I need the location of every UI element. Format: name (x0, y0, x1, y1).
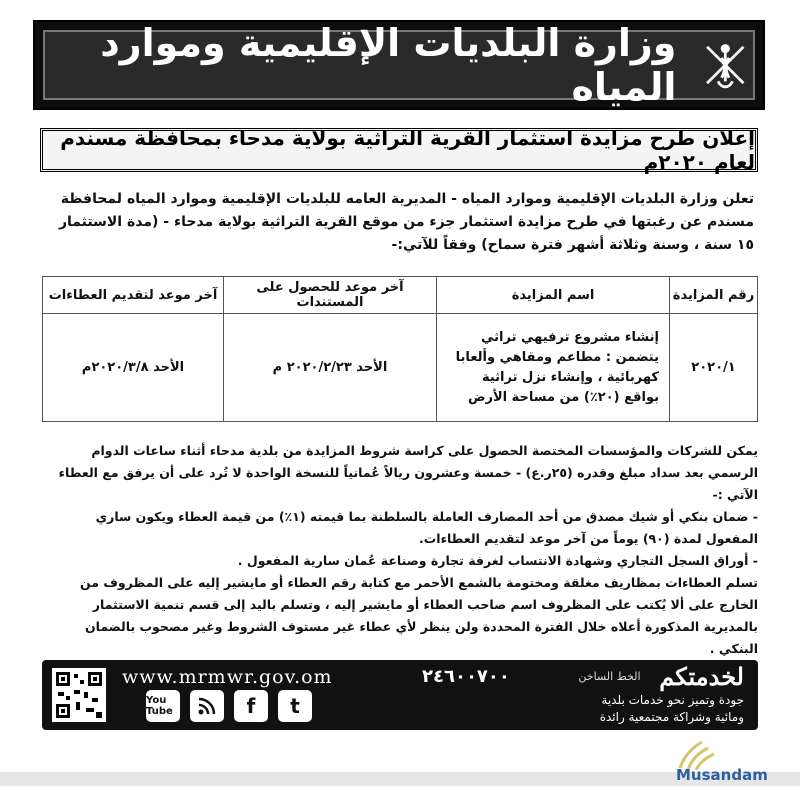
terms-paragraph-submission: تسلم العطاءات بمظاريف مغلقة ومختومة بالشمع الأحمر مع كتابة رقم العطاء أو مايشير إليه على المظروف من الخارج على ألا يُكتب على المظروف اسم صاحب العطاء أو مايشير إليه ، وتسلم باليد إلى قسم تنمية الاستثمار بالمديرية المذكورة أعلاه خلال الفترة المحددة ولن ينظر لأي عطاء غير مستوف الشروط وغير مصحوب بالضمان البنكي . (80, 575, 758, 656)
oman-emblem-icon (698, 35, 753, 95)
cell-docs-deadline: الأحد ٢٠٢٠/٢/٢٣ م (224, 314, 437, 422)
social-icons (146, 690, 312, 724)
rss-icon[interactable] (190, 690, 224, 722)
announcement-title: إعلان طرح مزايدة استثمار القرية التراثية بولاية مدحاء بمحافظة مسندم لعام ٢٠٢٠م (60, 126, 755, 174)
header-auction-name: اسم المزايدة (437, 277, 670, 314)
auction-table (42, 276, 758, 422)
header-auction-number: رقم المزايدة (670, 277, 758, 314)
table-header-row (43, 277, 758, 314)
cell-auction-name: إنشاء مشروع ترفيهي تراثي يتضمن : مطاعم ومقاهي وألعابا كهربائية ، وإنشاء نزل تراثية بواقع (٢٠٪) من مساحة الأرض (437, 314, 670, 422)
qr-code-icon (52, 668, 106, 722)
cell-bids-deadline: الأحد ٢٠٢٠/٣/٨م (43, 314, 224, 422)
ministry-banner-inner (43, 21, 755, 109)
facebook-icon[interactable]: f (234, 690, 268, 722)
terms-bullet-registration: - أوراق السجل التجاري وشهادة الانتساب لغرفة تجارة وصناعة عُمان سارية المفعول . (237, 553, 758, 568)
twitter-icon[interactable]: t (278, 690, 312, 722)
announcement-title-box (40, 128, 758, 172)
hotline-label: الخط الساخن (578, 670, 641, 683)
slogan-line-1: جودة وتميز نحو خدمات بلدية (601, 693, 744, 707)
intro-paragraph: تعلن وزارة البلديات الإقليمية وموارد المياه - المديرية العامه للبلديات الإقليمية وموارد المياه لمحافظة مسندم عن رغبتها في طرح مزايدة استثمار جزء من موقع القرية التراثية بولاية مدحاء - (مدة الاستثمار ١٥ سنة ، وسنة وثلاثة أشهر فترة سماح) وفقاً للآتي:- (58, 191, 754, 253)
header-bids-deadline: آخر موعد لتقديم العطاءات (43, 277, 224, 314)
brand-slogan-title: لخدمتكم (659, 662, 744, 691)
ministry-banner (33, 20, 765, 110)
footer-box (42, 660, 758, 730)
watermark-text: Musandam (676, 766, 768, 784)
ministry-name: وزارة البلديات الإقليمية وموارد المياه (100, 21, 677, 109)
slogan-line-2: ومائية وشراكة مجتمعية رائدة (599, 710, 744, 724)
cell-auction-number: ٢٠٢٠/١ (670, 314, 758, 422)
terms-paragraph-1: يمكن للشركات والمؤسسات المختصة الحصول على كراسة شروط المزايدة من بلدية مدحاء أثناء ساعات الدوام الرسمي بعد سداد مبلغ وقدره (٢٥ر.ع) - خمسة وعشرون ريالاً عُمانياً للنسخة الواحدة لا تُرد على أن يرفق مع العطاء الآتي :- (58, 443, 758, 502)
terms-bullet-guarantee: - ضمان بنكي أو شيك مصدق من أحد المصارف العاملة بالسلطنة بما قيمته (١٪) من قيمة العطاء ويكون ساري المفعول لمدة (٩٠) يوماً من آخر موعد لتقديم العطاءات. (95, 509, 758, 546)
youtube-icon[interactable]: You Tube (146, 690, 180, 722)
footer-slogan (414, 692, 744, 726)
hotline-number: ٢٤٦٠٠٧٠٠ (422, 666, 510, 687)
header-docs-deadline: آخر موعد للحصول على المستندات (224, 277, 437, 314)
website-link[interactable]: www.mrmwr.gov.om (122, 666, 333, 688)
terms-body (42, 440, 758, 660)
table-row (43, 314, 758, 422)
